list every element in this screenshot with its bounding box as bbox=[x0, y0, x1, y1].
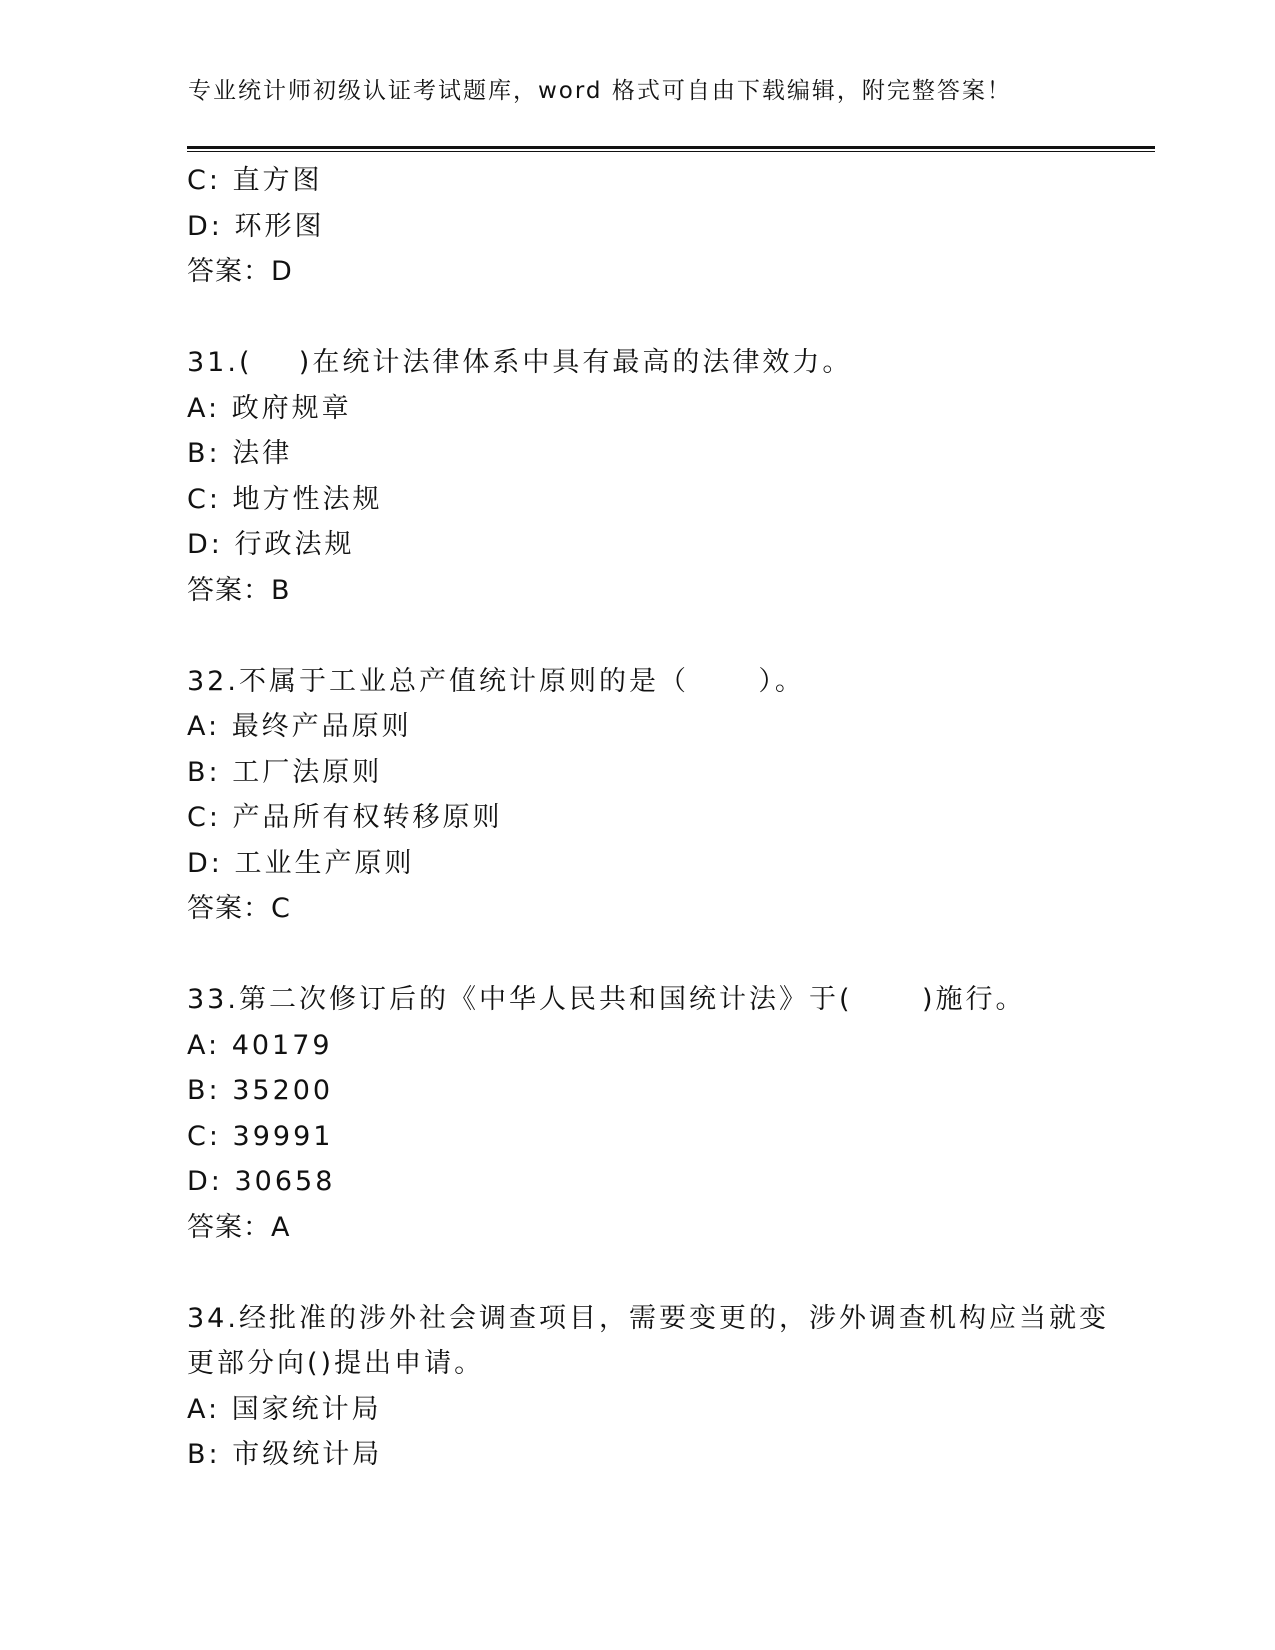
option-text: 39991 bbox=[232, 1120, 334, 1152]
option-text: 地方性法规 bbox=[232, 483, 383, 515]
question-stem: 34.经批准的涉外社会调查项目，需要变更的，涉外调查机构应当就变 bbox=[187, 1302, 1109, 1334]
option-text: 行政法规 bbox=[234, 529, 355, 560]
option-text: 法律 bbox=[232, 438, 293, 469]
option-letter: D: bbox=[187, 847, 223, 879]
option-letter: A: bbox=[187, 392, 221, 424]
option-line bbox=[187, 1387, 1155, 1433]
option-letter: A: bbox=[187, 711, 221, 742]
option-letter: B: bbox=[187, 756, 221, 788]
option-text: 产品所有权转移原则 bbox=[232, 802, 503, 833]
option-line bbox=[187, 1159, 1155, 1205]
option-letter: B: bbox=[187, 1075, 221, 1106]
option-line bbox=[187, 704, 1155, 750]
option-line bbox=[187, 158, 1155, 204]
option-text: 市级统计局 bbox=[232, 1439, 383, 1470]
question-stem-continued: 更部分向()提出申请。 bbox=[187, 1348, 485, 1379]
option-line bbox=[187, 1114, 1155, 1160]
page-header: 专业统计师初级认证考试题库，word 格式可自由下载编辑，附完整答案！ bbox=[188, 78, 1012, 104]
question-list bbox=[187, 158, 1155, 1478]
option-line bbox=[187, 204, 1155, 250]
option-text: 政府规章 bbox=[231, 392, 352, 424]
option-line bbox=[187, 750, 1155, 796]
option-letter: D: bbox=[187, 529, 223, 560]
option-line bbox=[187, 1432, 1155, 1478]
option-line bbox=[187, 477, 1155, 523]
option-letter: A: bbox=[187, 1029, 221, 1061]
option-text: 环形图 bbox=[234, 210, 325, 242]
option-letter: B: bbox=[187, 1439, 221, 1470]
option-line bbox=[187, 1023, 1155, 1069]
option-line bbox=[187, 386, 1155, 432]
option-text: 工厂法原则 bbox=[232, 756, 383, 788]
option-text: 直方图 bbox=[232, 165, 323, 196]
option-line bbox=[187, 1068, 1155, 1114]
answer-line: 答案：C bbox=[187, 893, 291, 924]
option-text: 工业生产原则 bbox=[234, 847, 415, 879]
option-text: 30658 bbox=[234, 1166, 336, 1197]
option-line bbox=[187, 522, 1155, 568]
question-stem: 32.不属于工业总产值统计原则的是（ ）。 bbox=[187, 665, 805, 697]
header-rule-thin bbox=[187, 151, 1155, 152]
option-letter: C: bbox=[187, 802, 221, 833]
option-line bbox=[187, 795, 1155, 841]
option-text: 最终产品原则 bbox=[231, 711, 412, 742]
option-letter: C: bbox=[187, 483, 221, 515]
answer-line: 答案：A bbox=[187, 1211, 291, 1243]
question-stem: 33.第二次修订后的《中华人民共和国统计法》于( )施行。 bbox=[187, 984, 1026, 1015]
option-text: 40179 bbox=[231, 1029, 333, 1061]
option-text: 国家统计局 bbox=[231, 1393, 382, 1425]
option-letter: B: bbox=[187, 438, 221, 469]
option-letter: C: bbox=[187, 1120, 221, 1152]
option-letter: D: bbox=[187, 210, 223, 242]
option-line bbox=[187, 431, 1155, 477]
header-rule-thick bbox=[187, 146, 1155, 149]
answer-line: 答案：D bbox=[187, 256, 293, 287]
answer-line: 答案：B bbox=[187, 574, 291, 606]
option-letter: C: bbox=[187, 165, 221, 196]
option-letter: A: bbox=[187, 1393, 221, 1425]
option-text: 35200 bbox=[232, 1075, 334, 1106]
option-letter: D: bbox=[187, 1166, 223, 1197]
option-line bbox=[187, 841, 1155, 887]
question-stem: 31.( )在统计法律体系中具有最高的法律效力。 bbox=[187, 347, 853, 378]
